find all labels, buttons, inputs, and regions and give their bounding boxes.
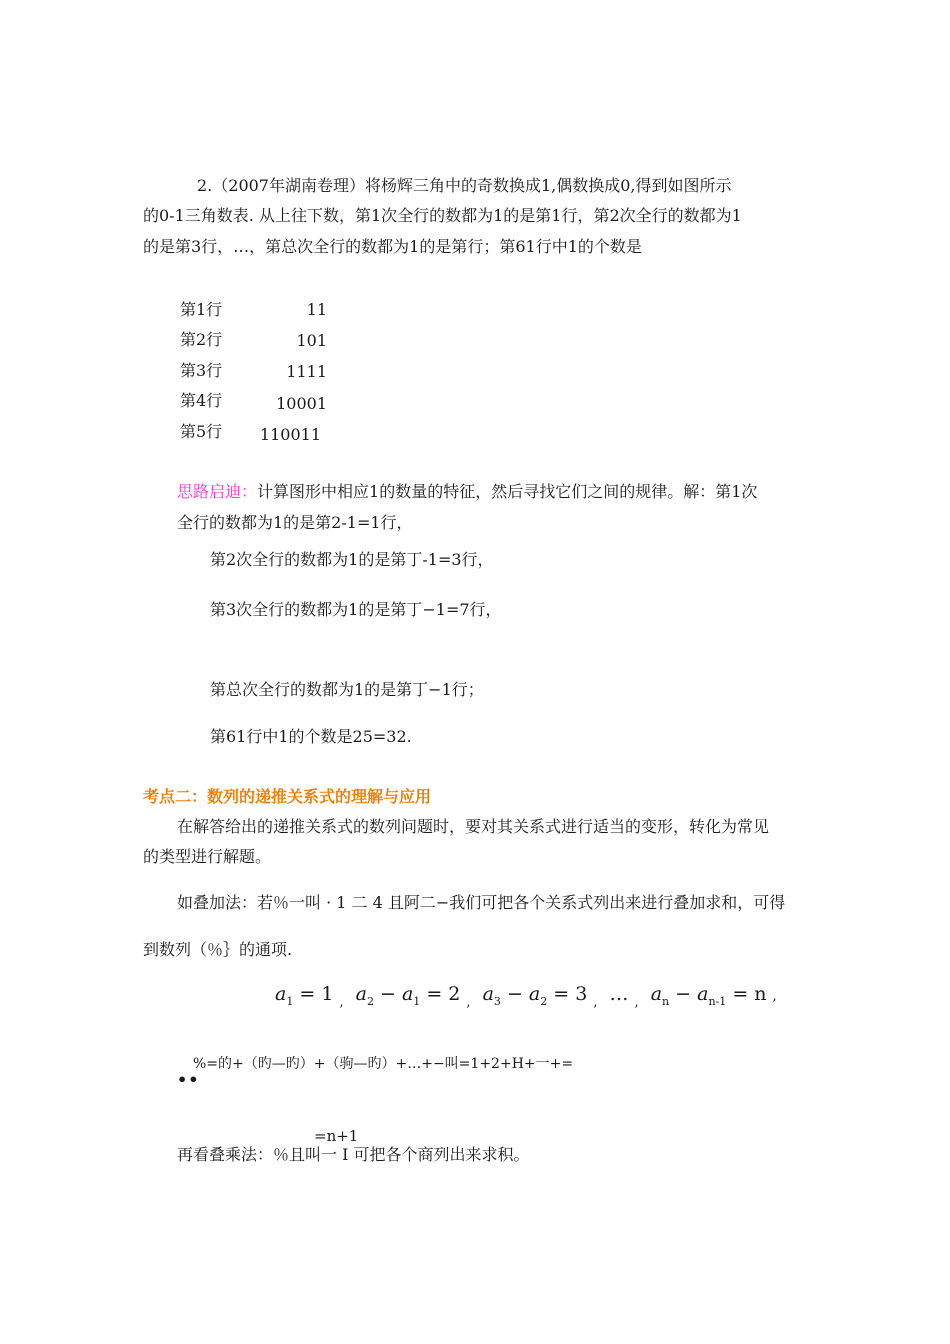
hint-label: 思路启迪：	[177, 482, 258, 501]
row-label: 第4行	[180, 391, 223, 410]
formula-eq-1: = 1	[299, 983, 334, 1005]
row-value: 110011	[259, 425, 321, 444]
row-value: 101	[296, 331, 327, 350]
paragraph-1-line-2: 的类型进行解题。	[143, 847, 272, 866]
formula-ellipsis: …	[609, 983, 629, 1005]
row-label: 第3行	[180, 361, 223, 380]
solution-line-5: 第总次全行的数都为1的是第丁−1行；	[210, 680, 484, 699]
row-value: 1111	[286, 362, 327, 381]
solution-line-6: 第61行中1的个数是25=32.	[210, 727, 412, 746]
paragraph-2-line-1: 如叠加法：若％一叫 · 1 二 4 且阿二−我们可把各个关系式列出来进行叠加求和，可得	[177, 893, 786, 912]
solution-line-4: 第3次全行的数都为1的是第丁−1=7行，	[210, 600, 502, 619]
sum-result: =n+1	[314, 1127, 359, 1145]
problem-line-3: 的是第3行，…，第总次全行的数都为1的是第行；第61行中1的个数是	[143, 237, 642, 256]
problem-line-1: 2.（2007年湖南卷理）将杨辉三角中的奇数换成1,偶数换成0,得到如图所示	[197, 176, 732, 195]
row-value: 10001	[276, 394, 327, 413]
problem-line-2: 的0-1三角数表. 从上往下数，第1次全行的数都为1的是第1行，第2次全行的数都为1	[143, 206, 742, 225]
paragraph-3: 再看叠乘法：％且叫一 I 可把各个商列出来求积。	[177, 1145, 530, 1164]
paragraph-1-line-1: 在解答给出的递推关系式的数列问题时，要对其关系式进行适当的变形，转化为常见	[177, 817, 770, 836]
solution-line-1	[177, 482, 757, 502]
section-heading: 考点二：数列的递推关系式的理解与应用	[143, 787, 432, 806]
sum-line: %=的+（旳—旳）+（驹—旳）+…+−叫=1+2+H+一+=	[193, 1056, 574, 1072]
formula-eq-n: = n	[732, 983, 767, 1005]
solution-line-3: 第2次全行的数都为1的是第丁-1=3行，	[210, 550, 494, 569]
row-label: 第1行	[180, 300, 223, 319]
dot-marks: ••	[177, 1070, 200, 1089]
paragraph-2-line-2: 到数列（％｝的通项.	[143, 940, 293, 959]
formula-eq-2: = 2	[426, 983, 461, 1005]
row-label: 第5行	[180, 422, 223, 441]
row-label: 第2行	[180, 330, 223, 349]
solution-line-2: 全行的数都为1的是第2-1=1行，	[177, 513, 413, 532]
recurrence-formula: $a_1 = 1$ $_,$ $a_2 - a_1 = 2$ $_,$ $a_3 - a_2 = 3$ $_,$ … $_,$ $a_n - a_{n-1} = n$ ,	[275, 983, 777, 1010]
solution-text: 计算图形中相应1的数量的特征，然后寻找它们之间的规律。解：第1次	[257, 482, 758, 501]
row-value: 11	[306, 300, 327, 319]
formula-eq-3: = 3	[553, 983, 588, 1005]
